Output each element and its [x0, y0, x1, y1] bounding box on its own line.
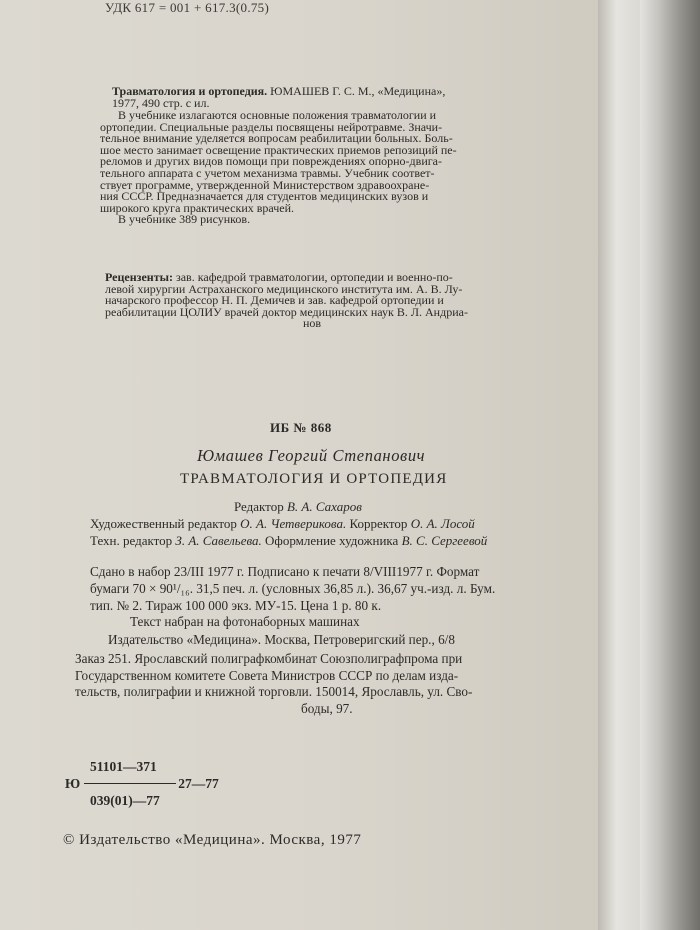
credits-block [90, 498, 487, 549]
abstract-line: В учебнике излагаются основные положения травматологии и [118, 108, 437, 122]
order-line: тельств, полиграфии и книжной торговли. 150014, Ярославль, ул. Сво- [75, 684, 473, 699]
abstract-line: ортопедии. Специальные разделы посвящены нейротравме. Значи- [100, 119, 443, 134]
tech-editor-name: З. А. Савельева. [175, 533, 262, 548]
reviewers-line: реабилитации ЦОЛИУ врачей доктор медицинских наук В. Л. Андриа- [105, 304, 468, 319]
order-details [75, 651, 472, 717]
abstract-line: широкого круга практических врачей. [100, 200, 295, 215]
copyright-line: © Издательство «Медицина». Москва, 1977 [63, 832, 362, 848]
art-editor-label: Художественный редактор [90, 516, 237, 531]
editor-label: Редактор [234, 499, 284, 514]
print-line: Сдано в набор 23/III 1977 г. Подписано к печати 8/VIII1977 г. Формат [90, 564, 480, 579]
abstract-line: ствует программе, утвержденной Министерством здравоохране- [100, 177, 430, 192]
figures-count: В учебнике 389 рисунков. [118, 212, 251, 227]
reviewers-line: начарского профессор Н. П. Демичев и зав. кафедрой ортопедии и [105, 293, 444, 308]
catalog-code-right: 27—77 [178, 776, 219, 791]
catalog-code-rule [84, 783, 176, 784]
catalog-code-bottom: 039(01)—77 [90, 793, 160, 808]
abstract-line: тельное внимание уделяется вопросам реабилитации больных. Боль- [100, 131, 453, 146]
print-details [90, 563, 495, 614]
reviewers-line: левой хирургии Астраханского медицинского института им. А. В. Лу- [105, 281, 463, 296]
art-editor-name: О. А. Четверикова. [240, 516, 347, 531]
reviewers-label: Рецензенты: [105, 270, 173, 284]
reviewers-line: зав. кафедрой травматологии, ортопедии и военно-по- [175, 270, 453, 284]
catalog-code [65, 758, 219, 809]
typeset-note: Текст набран на фотонаборных машинах [130, 614, 360, 629]
design-label: Оформление художника [265, 533, 399, 548]
abstract-line: тельного аппарата с учетом механизма травмы. Учебник соответ- [100, 165, 435, 180]
editor-name: В. А. Сахаров [286, 499, 362, 514]
print-line: бумаги 70 × 90¹/₁₆. 31,5 печ. л. (условных 36,85 л.). 36,67 уч.-изд. л. Бум. [90, 581, 496, 596]
abstract-line: ния СССР. Предназначается для студентов медицинских вузов и [100, 189, 429, 204]
corrector-label: Корректор [349, 516, 408, 531]
order-line: Государственном комитете Совета Министров СССР по делам изда- [75, 667, 459, 683]
tech-editor-label: Техн. редактор [90, 533, 173, 548]
abstract-line: шое место занимает освещение практических приемов репозиций пе- [100, 142, 457, 157]
print-line: тип. № 2. Тираж 100 000 экз. МУ-15. Цена 1 р. 80 к. [90, 598, 382, 613]
bibliographic-header [112, 86, 532, 109]
order-line: Заказ 251. Ярославский полиграфкомбинат Союзполиграфпрома при [75, 651, 463, 666]
abstract-pages: 1977, 490 стр. с ил. [112, 95, 210, 110]
reviewers-line: нов [303, 316, 322, 331]
udk-code: УДК 617 = 001 + 617.3(0.75) [105, 0, 270, 15]
design-name: В. С. Сергеевой [401, 533, 488, 548]
ib-number: ИБ № 868 [270, 420, 332, 435]
page-stack-shadow [640, 0, 700, 930]
catalog-code-top: 51101—371 [90, 759, 157, 774]
abstract-line: реломов и других видов помощи при повреждениях опорно-двига- [100, 154, 442, 169]
abstract-author-publisher: ЮМАШЕВ Г. С. М., «Медицина», [270, 84, 446, 98]
book-title: ТРАВМАТОЛОГИЯ И ОРТОПЕДИЯ [180, 471, 448, 487]
corrector-name: О. А. Лосой [410, 516, 475, 531]
abstract-title: Травматология и ортопедия. [112, 84, 268, 98]
order-line: боды, 97. [301, 700, 353, 716]
author-name: Юмашев Георгий Степанович [197, 446, 426, 465]
abstract-text [100, 110, 525, 226]
reviewers-block [105, 272, 535, 330]
publisher-address: Издательство «Медицина». Москва, Петроверигский пер., 6/8 [108, 632, 455, 647]
catalog-code-letter: Ю [65, 776, 81, 791]
